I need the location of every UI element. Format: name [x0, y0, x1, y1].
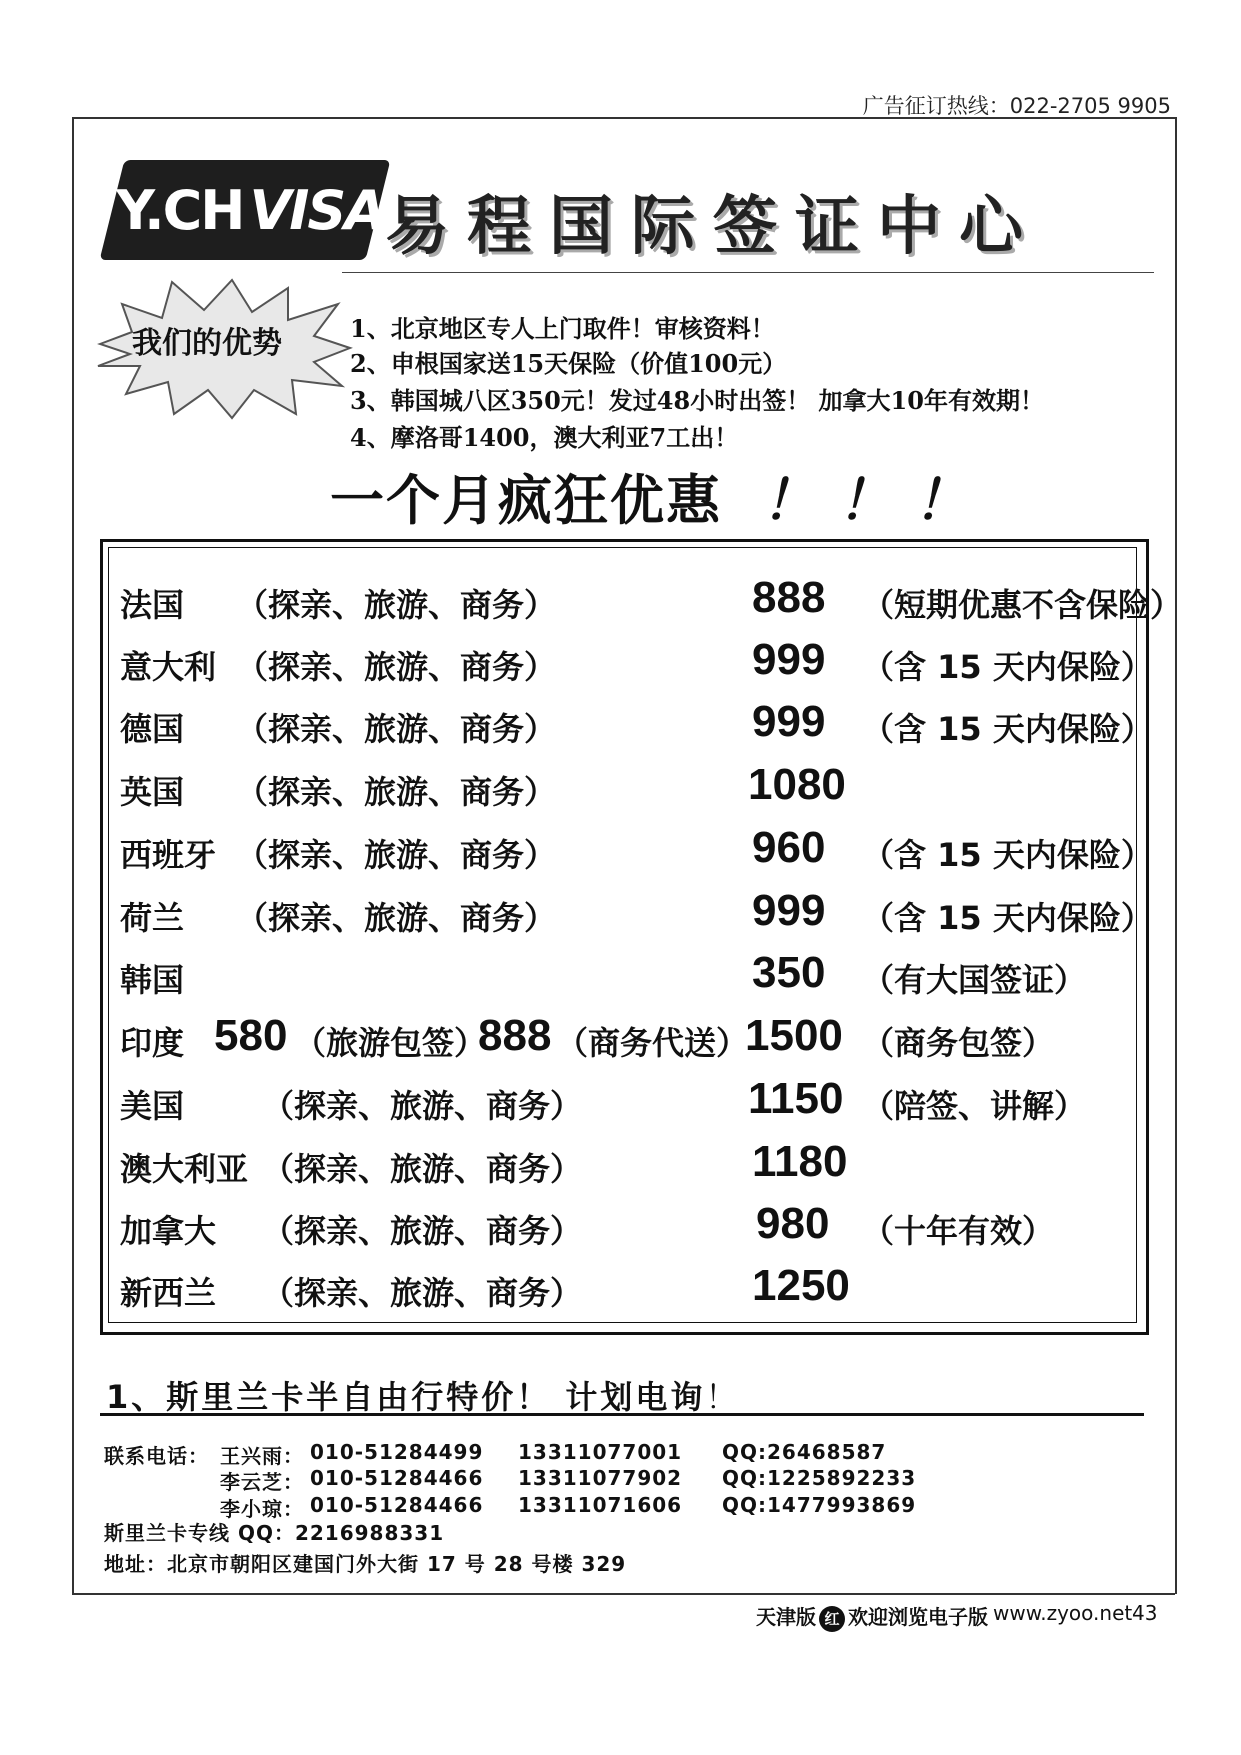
contact-name: 李小琼： [220, 1497, 304, 1521]
visa-price: 960 [752, 823, 826, 872]
visa-price: 350 [752, 948, 826, 997]
logo-brand-right: VISA [249, 178, 385, 242]
srilanka-qq: 斯里兰卡专线 QQ：2216988331 [104, 1521, 445, 1545]
contact-phone: 010-51284499 [310, 1440, 484, 1464]
service-types: （探亲、旅游、商务） [236, 899, 557, 937]
country-name: 英国 [120, 773, 185, 811]
service-types: （探亲、旅游、商务） [262, 1150, 583, 1188]
service-types: （探亲、旅游、商务） [236, 836, 557, 874]
price-note: （陪签、讲解） [862, 1087, 1087, 1125]
country-name: 美国 [120, 1087, 185, 1125]
country-name: 加拿大 [120, 1212, 217, 1250]
service-types: （探亲、旅游、商务） [262, 1212, 583, 1250]
tagline-end: ！ [705, 1378, 741, 1416]
price-note: （含 15 天内保险） [862, 648, 1153, 686]
tagline-text: 1、斯里兰卡半自由行特价！ 计划电询 [106, 1378, 706, 1416]
advantage-item-2: 2、申根国家送15天保险（价值100元） [350, 349, 787, 378]
service-types: （探亲、旅游、商务） [236, 773, 557, 811]
contact-name: 李云芝： [220, 1470, 304, 1494]
visa-price: 1080 [748, 760, 846, 809]
visa-price: 1180 [752, 1137, 848, 1186]
visa-price-business: 888 [478, 1011, 552, 1060]
price-note: （含 15 天内保险） [862, 710, 1153, 748]
visa-price: 888 [752, 573, 826, 622]
srilanka-tagline [106, 1372, 740, 1418]
contact-mobile: 13311077001 [518, 1440, 683, 1464]
promo-title [330, 458, 990, 535]
price-note: （商务包签） [862, 1024, 1055, 1062]
country-name: 澳大利亚 [120, 1150, 249, 1188]
contact-phone: 010-51284466 [310, 1466, 484, 1490]
welcome-text: 欢迎浏览电子版 [848, 1605, 988, 1629]
visa-price: 1150 [748, 1074, 844, 1123]
visa-price: 1500 [745, 1011, 843, 1060]
contact-qq: QQ:1477993869 [722, 1493, 917, 1517]
service-types: （探亲、旅游、商务） [236, 710, 557, 748]
advantage-item-3: 3、韩国城八区350元！发过48小时出签！ 加拿大10年有效期！ [350, 386, 1044, 415]
contact-rule [100, 1413, 1144, 1416]
advantage-item-4: 4、摩洛哥1400，澳大利亚7工出！ [350, 423, 739, 452]
page-number: 43 [1132, 1601, 1158, 1625]
footer-url[interactable]: www.zyoo.net [993, 1601, 1133, 1625]
price-note: （十年有效） [862, 1212, 1055, 1250]
contact-qq: QQ:26468587 [722, 1440, 887, 1464]
price-note: （含 15 天内保险） [862, 836, 1153, 874]
price-label-tour: （旅游包签） [294, 1024, 487, 1062]
contact-mobile: 13311077902 [518, 1466, 683, 1490]
visa-price: 999 [752, 697, 826, 746]
visa-price: 980 [756, 1199, 830, 1248]
country-name: 韩国 [120, 961, 185, 999]
bottom-rule [72, 1593, 1175, 1595]
country-name: 印度 [120, 1024, 185, 1062]
contact-phone: 010-51284466 [310, 1493, 484, 1517]
country-name: 荷兰 [120, 899, 185, 937]
price-note: （含 15 天内保险） [862, 899, 1153, 937]
country-name: 德国 [120, 710, 185, 748]
visa-price: 999 [752, 886, 826, 935]
advantages-label: 我们的优势 [132, 326, 282, 361]
title-rule [342, 272, 1154, 273]
contact-mobile: 13311071606 [518, 1493, 683, 1517]
country-name: 意大利 [120, 648, 217, 686]
center-title: 易程国际签证中心 [385, 189, 1041, 264]
logo-brand-left: Y.CH [115, 178, 244, 242]
logo-text [115, 170, 385, 250]
country-name: 西班牙 [120, 836, 217, 874]
footer-edition [756, 1601, 988, 1632]
contact-label: 联系电话： [104, 1444, 209, 1468]
contact-name: 王兴雨： [220, 1444, 304, 1468]
advantage-item-1: 1、北京地区专人上门取件！审核资料！ [350, 314, 775, 343]
red-badge-icon: 红 [819, 1606, 845, 1632]
service-types: （探亲、旅游、商务） [262, 1087, 583, 1125]
promo-text: 一个月疯狂优惠 [330, 469, 722, 532]
price-note: （有大国签证） [862, 961, 1087, 999]
promo-exclaim: ！！！ [762, 469, 990, 532]
price-label-business: （商务代送） [556, 1024, 749, 1062]
service-types: （探亲、旅游、商务） [236, 648, 557, 686]
ad-hotline: 广告征订热线：022-2705 9905 [862, 94, 1171, 118]
address: 地址：北京市朝阳区建国门外大街 17 号 28 号楼 329 [104, 1552, 627, 1576]
edition-label: 天津版 [756, 1605, 816, 1629]
visa-price: 999 [752, 635, 826, 684]
visa-price-tour: 580 [214, 1011, 288, 1060]
contact-qq: QQ:1225892233 [722, 1466, 917, 1490]
country-name: 法国 [120, 586, 185, 624]
visa-price: 1250 [752, 1261, 850, 1310]
country-name: 新西兰 [120, 1274, 217, 1312]
price-note: （短期优惠不含保险） [862, 586, 1183, 624]
service-types: （探亲、旅游、商务） [262, 1274, 583, 1312]
service-types: （探亲、旅游、商务） [236, 586, 557, 624]
